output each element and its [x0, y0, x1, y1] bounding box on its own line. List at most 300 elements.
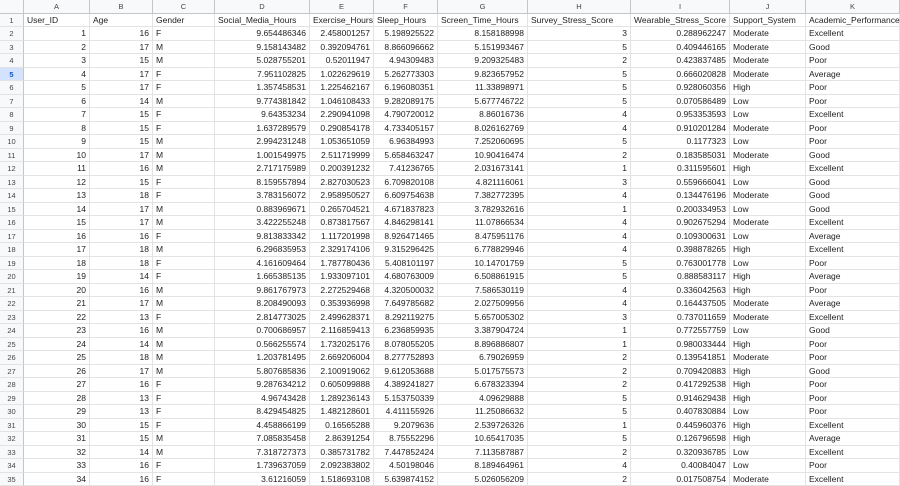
cell-gender[interactable]: F [153, 392, 215, 406]
cell-screen-time-hours[interactable]: 6.508861915 [438, 270, 528, 284]
column-header-d[interactable]: D [215, 0, 310, 14]
cell-age[interactable]: 17 [90, 365, 153, 379]
cell-gender[interactable]: F [153, 419, 215, 433]
cell-survey-stress-score[interactable]: 2 [528, 365, 631, 379]
cell-survey-stress-score[interactable]: 4 [528, 297, 631, 311]
cell-support-system[interactable]: Moderate [730, 351, 806, 365]
cell-social-media-hours[interactable]: 7.318727373 [215, 446, 310, 460]
cell-screen-time-hours[interactable]: 5.657005302 [438, 311, 528, 325]
cell-sleep-hours[interactable]: 4.389241827 [374, 378, 438, 392]
cell-gender[interactable]: M [153, 149, 215, 163]
row-header[interactable]: 28 [0, 378, 24, 392]
cell-support-system[interactable]: Low [730, 446, 806, 460]
cell-survey-stress-score[interactable]: 3 [528, 27, 631, 41]
cell-academic-performance[interactable]: Excellent [806, 473, 900, 486]
cell-support-system[interactable]: Moderate [730, 27, 806, 41]
cell-screen-time-hours[interactable]: 7.113587887 [438, 446, 528, 460]
cell-gender[interactable]: F [153, 405, 215, 419]
cell-user-id[interactable]: 7 [24, 108, 90, 122]
cell-exercise-hours[interactable]: 2.100919062 [310, 365, 374, 379]
header-cell-age[interactable]: Age [90, 14, 153, 28]
cell-academic-performance[interactable]: Average [806, 432, 900, 446]
cell-support-system[interactable]: Low [730, 230, 806, 244]
cell-age[interactable]: 15 [90, 419, 153, 433]
cell-academic-performance[interactable]: Average [806, 68, 900, 82]
row-header[interactable]: 27 [0, 365, 24, 379]
cell-social-media-hours[interactable]: 4.161609464 [215, 257, 310, 271]
cell-social-media-hours[interactable]: 9.158143482 [215, 41, 310, 55]
row-header[interactable]: 7 [0, 95, 24, 109]
row-header[interactable]: 32 [0, 432, 24, 446]
cell-wearable-stress-score[interactable]: 0.320936785 [631, 446, 730, 460]
cell-age[interactable]: 14 [90, 270, 153, 284]
cell-user-id[interactable]: 17 [24, 243, 90, 257]
cell-screen-time-hours[interactable]: 2.539726326 [438, 419, 528, 433]
row-header[interactable]: 14 [0, 189, 24, 203]
cell-exercise-hours[interactable]: 1.787780436 [310, 257, 374, 271]
cell-age[interactable]: 17 [90, 297, 153, 311]
cell-age[interactable]: 16 [90, 284, 153, 298]
cell-age[interactable]: 17 [90, 203, 153, 217]
header-cell-gender[interactable]: Gender [153, 14, 215, 28]
cell-wearable-stress-score[interactable]: 0.709420883 [631, 365, 730, 379]
cell-survey-stress-score[interactable]: 4 [528, 108, 631, 122]
cell-user-id[interactable]: 6 [24, 95, 90, 109]
row-header[interactable]: 31 [0, 419, 24, 433]
cell-survey-stress-score[interactable]: 4 [528, 230, 631, 244]
cell-social-media-hours[interactable]: 6.296835953 [215, 243, 310, 257]
cell-exercise-hours[interactable]: 2.290941098 [310, 108, 374, 122]
cell-screen-time-hours[interactable]: 10.90416474 [438, 149, 528, 163]
column-header-g[interactable]: G [438, 0, 528, 14]
cell-screen-time-hours[interactable]: 6.678323394 [438, 378, 528, 392]
cell-sleep-hours[interactable]: 9.282089175 [374, 95, 438, 109]
cell-survey-stress-score[interactable]: 2 [528, 351, 631, 365]
row-header[interactable]: 23 [0, 311, 24, 325]
cell-sleep-hours[interactable]: 8.277752893 [374, 351, 438, 365]
row-header[interactable]: 19 [0, 257, 24, 271]
select-all-corner[interactable] [0, 0, 24, 14]
cell-sleep-hours[interactable]: 8.75552296 [374, 432, 438, 446]
cell-sleep-hours[interactable]: 7.649785682 [374, 297, 438, 311]
cell-user-id[interactable]: 21 [24, 297, 90, 311]
cell-gender[interactable]: M [153, 54, 215, 68]
cell-support-system[interactable]: Moderate [730, 189, 806, 203]
cell-user-id[interactable]: 23 [24, 324, 90, 338]
cell-exercise-hours[interactable]: 2.499628371 [310, 311, 374, 325]
cell-screen-time-hours[interactable]: 11.33898971 [438, 81, 528, 95]
cell-wearable-stress-score[interactable]: 0.126796598 [631, 432, 730, 446]
cell-survey-stress-score[interactable]: 1 [528, 338, 631, 352]
cell-survey-stress-score[interactable]: 4 [528, 122, 631, 136]
cell-age[interactable]: 16 [90, 27, 153, 41]
cell-survey-stress-score[interactable]: 3 [528, 311, 631, 325]
cell-user-id[interactable]: 27 [24, 378, 90, 392]
cell-sleep-hours[interactable]: 4.411155926 [374, 405, 438, 419]
cell-survey-stress-score[interactable]: 1 [528, 419, 631, 433]
cell-screen-time-hours[interactable]: 8.158188998 [438, 27, 528, 41]
cell-social-media-hours[interactable]: 9.64353234 [215, 108, 310, 122]
cell-wearable-stress-score[interactable]: 0.288962247 [631, 27, 730, 41]
cell-survey-stress-score[interactable]: 5 [528, 405, 631, 419]
cell-wearable-stress-score[interactable]: 0.763001778 [631, 257, 730, 271]
header-cell-sleep-hours[interactable]: Sleep_Hours [374, 14, 438, 28]
cell-sleep-hours[interactable]: 6.236859935 [374, 324, 438, 338]
cell-sleep-hours[interactable]: 6.96384993 [374, 135, 438, 149]
cell-exercise-hours[interactable]: 1.053651059 [310, 135, 374, 149]
cell-academic-performance[interactable]: Excellent [806, 446, 900, 460]
cell-sleep-hours[interactable]: 6.196080351 [374, 81, 438, 95]
cell-exercise-hours[interactable]: 0.605099888 [310, 378, 374, 392]
column-header-a[interactable]: A [24, 0, 90, 14]
cell-user-id[interactable]: 3 [24, 54, 90, 68]
cell-exercise-hours[interactable]: 1.117201998 [310, 230, 374, 244]
cell-user-id[interactable]: 30 [24, 419, 90, 433]
cell-gender[interactable]: M [153, 365, 215, 379]
cell-survey-stress-score[interactable]: 5 [528, 95, 631, 109]
cell-age[interactable]: 16 [90, 162, 153, 176]
cell-gender[interactable]: F [153, 108, 215, 122]
header-cell-screen-time-hours[interactable]: Screen_Time_Hours [438, 14, 528, 28]
column-header-f[interactable]: F [374, 0, 438, 14]
cell-academic-performance[interactable]: Excellent [806, 216, 900, 230]
cell-sleep-hours[interactable]: 6.709820108 [374, 176, 438, 190]
cell-survey-stress-score[interactable]: 4 [528, 189, 631, 203]
cell-support-system[interactable]: Low [730, 405, 806, 419]
cell-academic-performance[interactable]: Good [806, 41, 900, 55]
cell-user-id[interactable]: 19 [24, 270, 90, 284]
cell-age[interactable]: 17 [90, 216, 153, 230]
row-header[interactable]: 35 [0, 473, 24, 486]
cell-age[interactable]: 16 [90, 459, 153, 473]
row-header[interactable]: 3 [0, 41, 24, 55]
cell-sleep-hours[interactable]: 4.846298141 [374, 216, 438, 230]
row-header[interactable]: 34 [0, 459, 24, 473]
cell-wearable-stress-score[interactable]: 0.423837485 [631, 54, 730, 68]
cell-gender[interactable]: F [153, 27, 215, 41]
cell-exercise-hours[interactable]: 0.16565288 [310, 419, 374, 433]
cell-academic-performance[interactable]: Poor [806, 378, 900, 392]
cell-user-id[interactable]: 8 [24, 122, 90, 136]
row-header[interactable]: 10 [0, 135, 24, 149]
cell-social-media-hours[interactable]: 1.357458531 [215, 81, 310, 95]
cell-social-media-hours[interactable]: 2.814773025 [215, 311, 310, 325]
cell-age[interactable]: 16 [90, 230, 153, 244]
cell-survey-stress-score[interactable]: 4 [528, 284, 631, 298]
column-header-c[interactable]: C [153, 0, 215, 14]
cell-wearable-stress-score[interactable]: 0.070586489 [631, 95, 730, 109]
cell-support-system[interactable]: High [730, 284, 806, 298]
cell-sleep-hours[interactable]: 5.639874152 [374, 473, 438, 486]
cell-user-id[interactable]: 15 [24, 216, 90, 230]
cell-survey-stress-score[interactable]: 5 [528, 392, 631, 406]
cell-screen-time-hours[interactable]: 2.031673141 [438, 162, 528, 176]
cell-user-id[interactable]: 10 [24, 149, 90, 163]
cell-academic-performance[interactable]: Poor [806, 351, 900, 365]
cell-academic-performance[interactable]: Poor [806, 284, 900, 298]
cell-survey-stress-score[interactable]: 2 [528, 378, 631, 392]
cell-exercise-hours[interactable]: 1.933097101 [310, 270, 374, 284]
row-header[interactable]: 17 [0, 230, 24, 244]
cell-screen-time-hours[interactable]: 5.677746722 [438, 95, 528, 109]
cell-age[interactable]: 15 [90, 122, 153, 136]
cell-sleep-hours[interactable]: 5.262773303 [374, 68, 438, 82]
cell-social-media-hours[interactable]: 2.994231248 [215, 135, 310, 149]
row-header[interactable]: 18 [0, 243, 24, 257]
cell-wearable-stress-score[interactable]: 0.398878265 [631, 243, 730, 257]
cell-social-media-hours[interactable]: 9.813833342 [215, 230, 310, 244]
cell-age[interactable]: 18 [90, 351, 153, 365]
cell-screen-time-hours[interactable]: 11.25086632 [438, 405, 528, 419]
cell-academic-performance[interactable]: Poor [806, 405, 900, 419]
cell-age[interactable]: 17 [90, 81, 153, 95]
cell-gender[interactable]: F [153, 68, 215, 82]
cell-sleep-hours[interactable]: 8.866096662 [374, 41, 438, 55]
cell-wearable-stress-score[interactable]: 0.311595601 [631, 162, 730, 176]
cell-support-system[interactable]: High [730, 243, 806, 257]
column-header-b[interactable]: B [90, 0, 153, 14]
column-header-i[interactable]: I [631, 0, 730, 14]
cell-support-system[interactable]: Low [730, 135, 806, 149]
cell-gender[interactable]: F [153, 473, 215, 486]
cell-support-system[interactable]: Moderate [730, 473, 806, 486]
cell-wearable-stress-score[interactable]: 0.336042563 [631, 284, 730, 298]
cell-social-media-hours[interactable]: 9.654486346 [215, 27, 310, 41]
cell-gender[interactable]: F [153, 311, 215, 325]
cell-age[interactable]: 15 [90, 135, 153, 149]
cell-exercise-hours[interactable]: 2.511719999 [310, 149, 374, 163]
cell-gender[interactable]: M [153, 135, 215, 149]
cell-wearable-stress-score[interactable]: 0.200334953 [631, 203, 730, 217]
cell-user-id[interactable]: 33 [24, 459, 90, 473]
cell-user-id[interactable]: 12 [24, 176, 90, 190]
cell-survey-stress-score[interactable]: 5 [528, 68, 631, 82]
cell-user-id[interactable]: 20 [24, 284, 90, 298]
cell-support-system[interactable]: High [730, 270, 806, 284]
row-header[interactable]: 2 [0, 27, 24, 41]
cell-screen-time-hours[interactable]: 8.189464961 [438, 459, 528, 473]
cell-screen-time-hours[interactable]: 9.823657952 [438, 68, 528, 82]
cell-user-id[interactable]: 26 [24, 365, 90, 379]
cell-social-media-hours[interactable]: 4.96743428 [215, 392, 310, 406]
cell-user-id[interactable]: 5 [24, 81, 90, 95]
cell-support-system[interactable]: Moderate [730, 149, 806, 163]
column-header-k[interactable]: K [806, 0, 900, 14]
cell-survey-stress-score[interactable]: 1 [528, 162, 631, 176]
cell-social-media-hours[interactable]: 0.566255574 [215, 338, 310, 352]
cell-social-media-hours[interactable]: 1.637289579 [215, 122, 310, 136]
cell-support-system[interactable]: Low [730, 257, 806, 271]
row-header[interactable]: 8 [0, 108, 24, 122]
cell-academic-performance[interactable]: Average [806, 270, 900, 284]
cell-wearable-stress-score[interactable]: 0.953353593 [631, 108, 730, 122]
cell-user-id[interactable]: 14 [24, 203, 90, 217]
cell-academic-performance[interactable]: Good [806, 189, 900, 203]
cell-exercise-hours[interactable]: 2.669206004 [310, 351, 374, 365]
cell-academic-performance[interactable]: Good [806, 324, 900, 338]
header-cell-social-media-hours[interactable]: Social_Media_Hours [215, 14, 310, 28]
cell-wearable-stress-score[interactable]: 0.417292538 [631, 378, 730, 392]
cell-age[interactable]: 14 [90, 446, 153, 460]
cell-screen-time-hours[interactable]: 6.79026959 [438, 351, 528, 365]
cell-screen-time-hours[interactable]: 5.026056209 [438, 473, 528, 486]
cell-wearable-stress-score[interactable]: 0.559666041 [631, 176, 730, 190]
cell-sleep-hours[interactable]: 4.94309483 [374, 54, 438, 68]
cell-sleep-hours[interactable]: 9.315296425 [374, 243, 438, 257]
cell-screen-time-hours[interactable]: 7.382772395 [438, 189, 528, 203]
cell-academic-performance[interactable]: Poor [806, 54, 900, 68]
cell-support-system[interactable]: Low [730, 176, 806, 190]
cell-gender[interactable]: M [153, 338, 215, 352]
row-header[interactable]: 11 [0, 149, 24, 163]
cell-survey-stress-score[interactable]: 2 [528, 473, 631, 486]
cell-exercise-hours[interactable]: 1.482128601 [310, 405, 374, 419]
cell-gender[interactable]: F [153, 459, 215, 473]
cell-support-system[interactable]: Low [730, 459, 806, 473]
cell-exercise-hours[interactable]: 1.022629619 [310, 68, 374, 82]
cell-sleep-hours[interactable]: 5.153750339 [374, 392, 438, 406]
cell-wearable-stress-score[interactable]: 0.888583117 [631, 270, 730, 284]
cell-survey-stress-score[interactable]: 2 [528, 446, 631, 460]
cell-exercise-hours[interactable]: 0.873817567 [310, 216, 374, 230]
cell-user-id[interactable]: 11 [24, 162, 90, 176]
cell-screen-time-hours[interactable]: 11.07866534 [438, 216, 528, 230]
cell-age[interactable]: 17 [90, 68, 153, 82]
cell-user-id[interactable]: 24 [24, 338, 90, 352]
cell-exercise-hours[interactable]: 2.458001257 [310, 27, 374, 41]
cell-sleep-hours[interactable]: 6.609754638 [374, 189, 438, 203]
cell-exercise-hours[interactable]: 0.52011947 [310, 54, 374, 68]
cell-academic-performance[interactable]: Excellent [806, 162, 900, 176]
cell-gender[interactable]: M [153, 432, 215, 446]
cell-exercise-hours[interactable]: 2.329174106 [310, 243, 374, 257]
cell-sleep-hours[interactable]: 5.198925522 [374, 27, 438, 41]
cell-age[interactable]: 15 [90, 54, 153, 68]
cell-screen-time-hours[interactable]: 10.65417035 [438, 432, 528, 446]
header-cell-user-id[interactable]: User_ID [24, 14, 90, 28]
cell-screen-time-hours[interactable]: 9.209325483 [438, 54, 528, 68]
cell-survey-stress-score[interactable]: 4 [528, 216, 631, 230]
cell-gender[interactable]: M [153, 324, 215, 338]
cell-social-media-hours[interactable]: 1.665385135 [215, 270, 310, 284]
cell-survey-stress-score[interactable]: 4 [528, 459, 631, 473]
cell-age[interactable]: 14 [90, 338, 153, 352]
cell-exercise-hours[interactable]: 1.225462167 [310, 81, 374, 95]
cell-sleep-hours[interactable]: 5.658463247 [374, 149, 438, 163]
cell-sleep-hours[interactable]: 5.408101197 [374, 257, 438, 271]
cell-gender[interactable]: F [153, 257, 215, 271]
cell-academic-performance[interactable]: Poor [806, 392, 900, 406]
cell-user-id[interactable]: 2 [24, 41, 90, 55]
cell-age[interactable]: 18 [90, 189, 153, 203]
cell-screen-time-hours[interactable]: 3.387904724 [438, 324, 528, 338]
header-cell-support-system[interactable]: Support_System [730, 14, 806, 28]
cell-exercise-hours[interactable]: 2.86391254 [310, 432, 374, 446]
cell-support-system[interactable]: High [730, 365, 806, 379]
cell-gender[interactable]: M [153, 162, 215, 176]
cell-sleep-hours[interactable]: 8.078055205 [374, 338, 438, 352]
cell-survey-stress-score[interactable]: 4 [528, 243, 631, 257]
cell-wearable-stress-score[interactable]: 0.445960376 [631, 419, 730, 433]
cell-survey-stress-score[interactable]: 1 [528, 203, 631, 217]
cell-social-media-hours[interactable]: 3.783156072 [215, 189, 310, 203]
cell-exercise-hours[interactable]: 2.827030523 [310, 176, 374, 190]
cell-exercise-hours[interactable]: 1.518693108 [310, 473, 374, 486]
cell-wearable-stress-score[interactable]: 0.980033444 [631, 338, 730, 352]
cell-support-system[interactable]: Moderate [730, 54, 806, 68]
cell-survey-stress-score[interactable]: 5 [528, 81, 631, 95]
cell-gender[interactable]: F [153, 122, 215, 136]
cell-gender[interactable]: M [153, 216, 215, 230]
cell-support-system[interactable]: High [730, 81, 806, 95]
cell-sleep-hours[interactable]: 8.926471465 [374, 230, 438, 244]
cell-social-media-hours[interactable]: 7.085835458 [215, 432, 310, 446]
cell-social-media-hours[interactable]: 5.807685836 [215, 365, 310, 379]
cell-user-id[interactable]: 1 [24, 27, 90, 41]
cell-sleep-hours[interactable]: 9.2079636 [374, 419, 438, 433]
cell-academic-performance[interactable]: Poor [806, 459, 900, 473]
cell-exercise-hours[interactable]: 2.958950527 [310, 189, 374, 203]
cell-social-media-hours[interactable]: 8.429454825 [215, 405, 310, 419]
cell-exercise-hours[interactable]: 0.392094761 [310, 41, 374, 55]
cell-academic-performance[interactable]: Poor [806, 122, 900, 136]
cell-sleep-hours[interactable]: 8.292119275 [374, 311, 438, 325]
cell-academic-performance[interactable]: Excellent [806, 243, 900, 257]
cell-user-id[interactable]: 18 [24, 257, 90, 271]
cell-social-media-hours[interactable]: 8.159557894 [215, 176, 310, 190]
cell-sleep-hours[interactable]: 7.41236765 [374, 162, 438, 176]
cell-screen-time-hours[interactable]: 8.475951176 [438, 230, 528, 244]
cell-gender[interactable]: F [153, 270, 215, 284]
cell-wearable-stress-score[interactable]: 0.183585031 [631, 149, 730, 163]
row-header[interactable]: 9 [0, 122, 24, 136]
cell-wearable-stress-score[interactable]: 0.407830884 [631, 405, 730, 419]
cell-social-media-hours[interactable]: 4.458866199 [215, 419, 310, 433]
cell-academic-performance[interactable]: Poor [806, 135, 900, 149]
header-cell-academic-performance[interactable]: Academic_Performance [806, 14, 900, 28]
cell-social-media-hours[interactable]: 1.203781495 [215, 351, 310, 365]
cell-social-media-hours[interactable]: 9.287634212 [215, 378, 310, 392]
cell-academic-performance[interactable]: Poor [806, 95, 900, 109]
cell-age[interactable]: 16 [90, 324, 153, 338]
cell-screen-time-hours[interactable]: 2.027509956 [438, 297, 528, 311]
header-cell-exercise-hours[interactable]: Exercise_Hours [310, 14, 374, 28]
cell-user-id[interactable]: 4 [24, 68, 90, 82]
cell-exercise-hours[interactable]: 2.092383802 [310, 459, 374, 473]
row-header[interactable]: 16 [0, 216, 24, 230]
cell-academic-performance[interactable]: Good [806, 176, 900, 190]
cell-support-system[interactable]: Low [730, 108, 806, 122]
cell-academic-performance[interactable]: Poor [806, 338, 900, 352]
cell-academic-performance[interactable]: Excellent [806, 27, 900, 41]
cell-survey-stress-score[interactable]: 5 [528, 41, 631, 55]
cell-wearable-stress-score[interactable]: 0.017508754 [631, 473, 730, 486]
cell-screen-time-hours[interactable]: 8.026162769 [438, 122, 528, 136]
cell-sleep-hours[interactable]: 4.733405157 [374, 122, 438, 136]
cell-wearable-stress-score[interactable]: 0.409446165 [631, 41, 730, 55]
cell-user-id[interactable]: 34 [24, 473, 90, 486]
cell-gender[interactable]: M [153, 95, 215, 109]
cell-academic-performance[interactable]: Average [806, 297, 900, 311]
row-header[interactable]: 26 [0, 351, 24, 365]
cell-age[interactable]: 16 [90, 473, 153, 486]
cell-social-media-hours[interactable]: 0.700686957 [215, 324, 310, 338]
cell-age[interactable]: 17 [90, 41, 153, 55]
cell-support-system[interactable]: Moderate [730, 122, 806, 136]
row-header[interactable]: 5 [0, 68, 24, 82]
cell-user-id[interactable]: 13 [24, 189, 90, 203]
cell-screen-time-hours[interactable]: 4.09629888 [438, 392, 528, 406]
